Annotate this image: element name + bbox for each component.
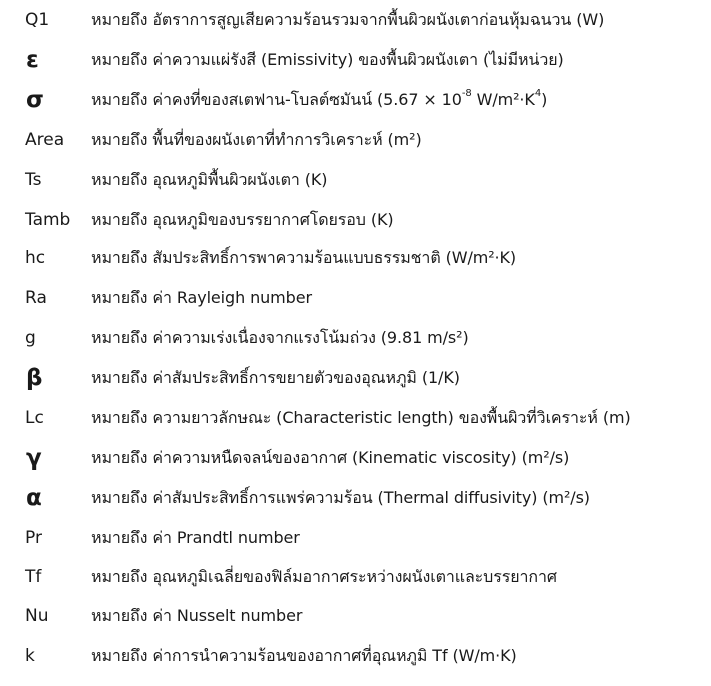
glossary-row-tf: [0, 557, 711, 597]
glossary-row-beta: [0, 358, 711, 398]
glossary-row-epsilon: [0, 40, 711, 80]
symbol: α: [26, 485, 42, 511]
glossary-row-hc: [0, 238, 711, 278]
glossary-row-g: [0, 318, 711, 358]
definition: หมายถึง ค่า Rayleigh number: [91, 287, 312, 307]
definition: หมายถึง ค่า Prandtl number: [91, 527, 300, 547]
definition: หมายถึง ค่าสัมประสิทธิ์การขยายตัวของอุณหภูมิ (1/K): [91, 367, 460, 387]
glossary-row-gamma: [0, 438, 711, 478]
definition: หมายถึง ค่าสัมประสิทธิ์การแพร่ความร้อน (Thermal diffusivity) (m²/s): [91, 487, 590, 507]
definition: หมายถึง ค่าความเร่งเนื่องจากแรงโน้มถ่วง (9.81 m/s²): [91, 327, 469, 347]
symbol: ε: [26, 47, 39, 73]
symbol: k: [25, 646, 35, 666]
symbol: β: [26, 365, 43, 391]
symbol: Q1: [25, 10, 50, 30]
definition: หมายถึง ค่าความหนืดจลน์ของอากาศ (Kinematic viscosity) (m²/s): [91, 447, 570, 467]
definition: หมายถึง พื้นที่ของผนังเตาที่ทำการวิเคราะห์ (m²): [91, 129, 422, 149]
glossary-row-lc: [0, 398, 711, 438]
definition: หมายถึง ความยาวลักษณะ (Characteristic length) ของพื้นผิวที่วิเคราะห์ (m): [91, 407, 631, 427]
symbol: hc: [25, 248, 46, 268]
glossary-row-sigma: [0, 80, 711, 120]
definition: หมายถึง อุณหภูมิของบรรยากาศโดยรอบ (K): [91, 209, 394, 229]
symbol: σ: [26, 87, 44, 113]
symbol: Lc: [25, 408, 44, 428]
symbol: Nu: [25, 606, 49, 626]
symbol: γ: [26, 445, 42, 471]
definition: หมายถึง ค่าคงที่ของสเตฟาน-โบลต์ซมันน์ ($5.67 \times 10^{-8}$ $W/m^2\cdot K^4$): [91, 88, 548, 109]
definition: หมายถึง อุณหภูมิเฉลี่ยของฟิล์มอากาศระหว่างผนังเตาและบรรยากาศ: [91, 566, 557, 586]
definition: หมายถึง ค่าการนำความร้อนของอากาศที่อุณหภูมิ Tf (W/m·K): [91, 645, 517, 665]
glossary-row-q1: [0, 0, 711, 40]
definition: หมายถึง สัมประสิทธิ์การพาความร้อนแบบธรรมชาติ (W/m²·K): [91, 247, 517, 267]
symbol: Ra: [25, 288, 47, 308]
glossary-row-area: [0, 120, 711, 160]
glossary-row-tamb: [0, 200, 711, 240]
glossary-row-ts: [0, 160, 711, 200]
glossary-row-k: [0, 636, 711, 676]
symbol: Ts: [25, 170, 42, 190]
symbol: g: [25, 328, 36, 348]
symbol: Area: [25, 130, 65, 150]
symbol: Pr: [25, 528, 42, 548]
definition: หมายถึง ค่าความแผ่รังสี (Emissivity) ของพื้นผิวผนังเตา (ไม่มีหน่วย): [91, 49, 564, 69]
symbol: Tamb: [25, 210, 71, 230]
glossary-row-pr: [0, 518, 711, 558]
glossary-row-alpha: [0, 478, 711, 518]
definition: หมายถึง อัตราการสูญเสียความร้อนรวมจากพื้นผิวผนังเตาก่อนหุ้มฉนวน (W): [91, 9, 605, 29]
definition: หมายถึง อุณหภูมิพื้นผิวผนังเตา (K): [91, 169, 328, 189]
glossary-row-nu: [0, 596, 711, 636]
symbol: Tf: [25, 567, 42, 587]
glossary-row-ra: [0, 278, 711, 318]
definition: หมายถึง ค่า Nusselt number: [91, 605, 303, 625]
